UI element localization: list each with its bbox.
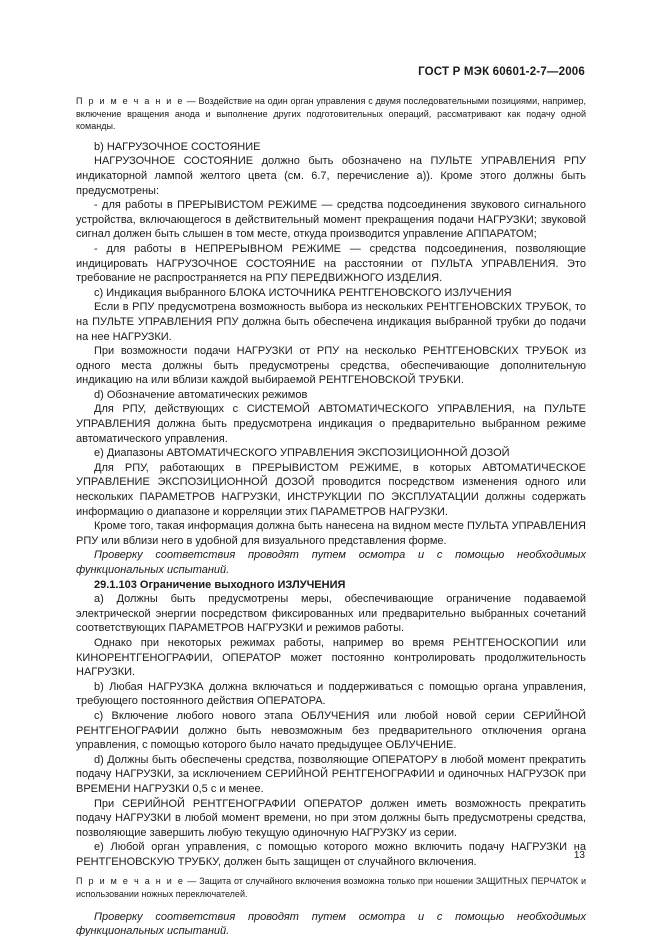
note-text: — Защита от случайного включения возможна только при ношении ЗАЩИТНЫХ ПЕРЧАТОК и использовании ножных переключателей. [76,876,586,900]
note-label: П р и м е ч а н и е [76,96,184,106]
section-title: Ограничение выходного ИЗЛУЧЕНИЯ [136,578,346,591]
body-paragraph: При СЕРИЙНОЙ РЕНТГЕНОГРАФИИ ОПЕРАТОР должен иметь возможность прекратить подачу НАГРУЗКИ в любой момент времени, но при этом должны быть предусмотрены средства, позволяющие завершить любую текущую одиночную НАГРУЗКУ из серии. [76,797,586,839]
document-header: ГОСТ Р МЭК 60601-2-7—2006 [418,66,585,78]
note-paragraph [76,95,586,133]
item-heading: b) НАГРУЗОЧНОЕ СОСТОЯНИЕ [94,140,261,153]
list-item: - для работы в НЕПРЕРЫВНОМ РЕЖИМЕ — средства подсоединения, позволяющие индицировать НАГРУЗОЧНОЕ СОСТОЯНИЕ на расстоянии от ПУЛЬТА УПРАВЛЕНИЯ. Это требование не распространяется на РПУ ПЕРЕДВИЖНОГО ИЗДЕЛИЯ. [76,242,586,285]
body-paragraph: При возможности подачи НАГРУЗКИ от РПУ на несколько РЕНТГЕНОВСКИХ ТРУБОК из одного места должны быть предусмотрены средства, обеспечивающие дополнительную индикацию на или вблизи каждой выбираемой РЕНТГЕНОВСКОЙ ТРУБКИ. [76,345,586,387]
compliance-check: Проверку соответствия проводят путем осмотра и с помощью необходимых функциональных испытаний. [76,910,586,936]
body-paragraph: Для РПУ, работающих в ПРЕРЫВИСТОМ РЕЖИМЕ, в которых АВТОМАТИЧЕСКОЕ УПРАВЛЕНИЕ ЭКСПОЗИЦИОННОЙ ДОЗОЙ проводится посредством изменения одного или нескольких ПАРАМЕТРОВ НАГРУЗКИ, ИНСТРУКЦИИ ПО ЭКСПЛУАТАЦИИ должны содержать информацию о диапазоне и корреляции этих ПАРАМЕТРОВ НАГРУЗКИ. [76,461,586,518]
section-number: 29.1.103 [94,578,137,591]
item-heading: с) Индикация выбранного БЛОКА ИСТОЧНИКА РЕНТГЕНОВСКОГО ИЗЛУЧЕНИЯ [94,286,512,299]
body-paragraph: b) Любая НАГРУЗКА должна включаться и поддерживаться с помощью органа управления, требующего постоянного действия ОПЕРАТОРА. [76,680,586,708]
note-paragraph [76,875,586,900]
note-text: — Воздействие на один орган управления с двумя последовательными позициями, например, включение вращения анода и выполнение других подготовительных операций, рассматривают как подачу одной команды. [76,96,586,132]
compliance-check: Проверку соответствия проводят путем осмотра и с помощью необходимых функциональных испытаний. [76,549,586,576]
document-body [76,95,586,936]
item-heading: е) Диапазоны АВТОМАТИЧЕСКОГО УПРАВЛЕНИЯ ЭКСПОЗИЦИОННОЙ ДОЗОЙ [94,447,510,460]
page-number: 13 [573,850,585,861]
section-heading [76,578,586,593]
body-paragraph: е) Любой орган управления, с помощью которого можно включить подачу НАГРУЗКИ на РЕНТГЕНОВСКУЮ ТРУБКУ, должен быть защищен от случайного включения. [76,841,586,868]
body-paragraph: d) Должны быть обеспечены средства, позволяющие ОПЕРАТОРУ в любой момент прекратить подачу НАГРУЗКИ, за исключением СЕРИЙНОЙ РЕНТГЕНОГРАФИИ и одиночных НАГРУЗОК при ВРЕМЕНИ НАГРУЗКИ 0,5 с и менее. [76,753,586,795]
list-item: - для работы в ПРЕРЫВИСТОМ РЕЖИМЕ — средства подсоединения звукового сигнального устройства, включающегося в действительный момент прекращения подачи НАГРУЗКИ; звуковой сигнал должен быть слышен в том месте, откуда производится управление АППАРАТОМ; [76,199,586,241]
body-paragraph: с) Включение любого нового этапа ОБЛУЧЕНИЯ или любой новой серии СЕРИЙНОЙ РЕНТГЕНОГРАФИИ должно быть невозможным без предварительного отключения органа управления, с помощью которого было начато предыдущее ОБЛУЧЕНИЕ. [76,709,586,752]
body-paragraph: НАГРУЗОЧНОЕ СОСТОЯНИЕ должно быть обозначено на ПУЛЬТЕ УПРАВЛЕНИЯ РПУ индикаторной лампой желтого цвета (см. 6.7, перечисление а)). Кроме этого должны быть предусмотрены: [76,155,586,197]
body-paragraph: Однако при некоторых режимах работы, например во время РЕНТГЕНОСКОПИИ или КИНОРЕНТГЕНОГРАФИИ, ОПЕРАТОР может постоянно контролировать продолжительность НАГРУЗКИ. [76,636,586,679]
body-paragraph: а) Должны быть предусмотрены меры, обеспечивающие ограничение подаваемой электрической энергии посредством фиксированных или предварительно выбранных сочетаний соответствующих ПАРАМЕТРОВ НАГРУЗКИ и режимов работы. [76,593,586,635]
body-paragraph: Кроме того, такая информация должна быть нанесена на видном месте ПУЛЬТА УПРАВЛЕНИЯ РПУ или вблизи него в удобной для визуального представления форме. [76,520,586,547]
note-label: П р и м е ч а н и е [76,876,185,887]
body-paragraph: Для РПУ, действующих с СИСТЕМОЙ АВТОМАТИЧЕСКОГО УПРАВЛЕНИЯ, на ПУЛЬТЕ УПРАВЛЕНИЯ должна быть предусмотрена индикация о предварительно выбранном режиме автоматического управления. [76,403,586,445]
body-paragraph: Если в РПУ предусмотрена возможность выбора из нескольких РЕНТГЕНОВСКИХ ТРУБОК, то на ПУЛЬТЕ УПРАВЛЕНИЯ РПУ должна быть обеспечена индикация выбранной трубки до подачи на нее НАГРУЗКИ. [76,301,586,343]
item-heading: d) Обозначение автоматических режимов [94,388,308,401]
